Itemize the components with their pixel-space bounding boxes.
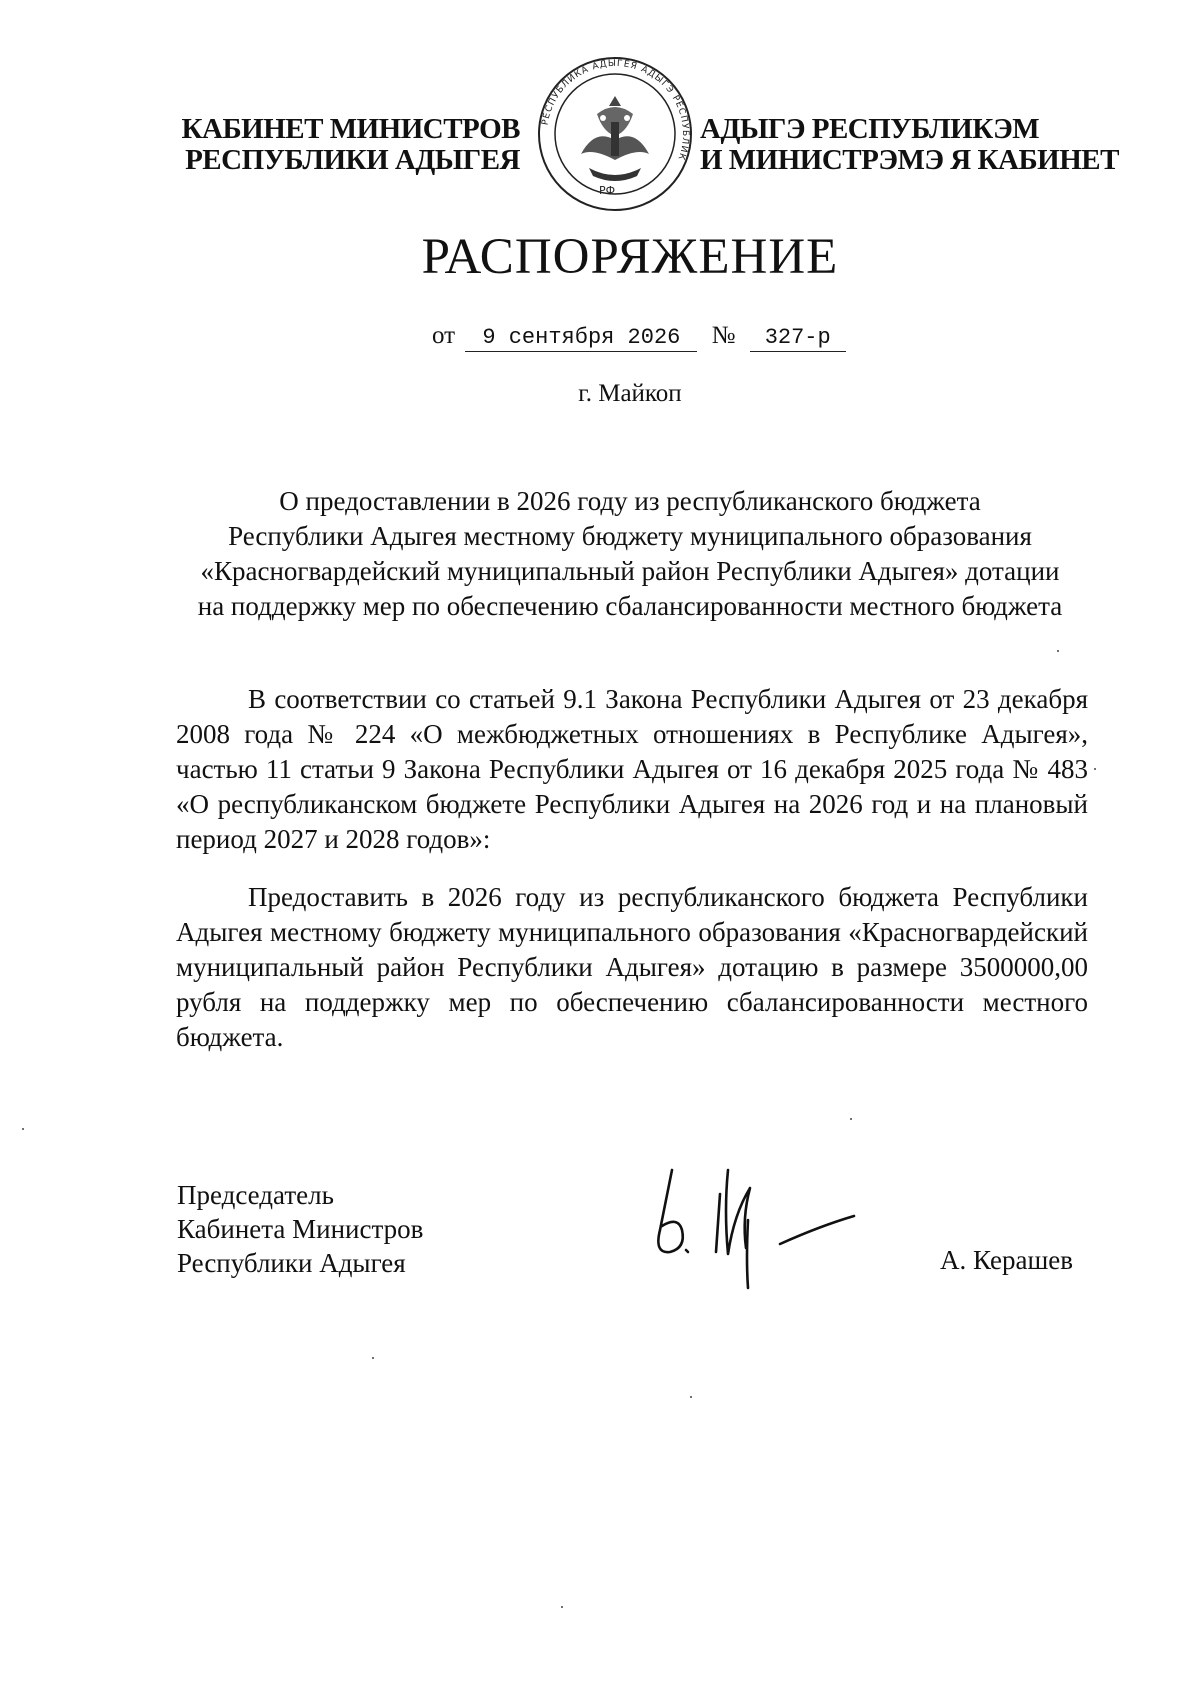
position-line: Кабинета Министров [177, 1214, 424, 1244]
header-right-line1: АДЫГЭ РЕСПУБЛИКЭМ [700, 113, 1040, 145]
document-number: 327-р [750, 325, 846, 352]
document-date: 9 сентября 2026 [465, 325, 697, 352]
signatory-name: А. Керашев [940, 1245, 1073, 1275]
scan-speck [22, 1128, 24, 1130]
subject-line: на поддержку мер по обеспечению сбалансированности местного бюджета [197, 591, 1063, 621]
scan-speck [1094, 768, 1096, 770]
document-city: г. Майкоп [578, 380, 682, 407]
document-type-title: РАСПОРЯЖЕНИЕ [421, 229, 839, 285]
coat-of-arms-icon [537, 56, 693, 212]
scan-speck [372, 1357, 374, 1359]
body-paragraph-2: Предоставить в 2026 году из республиканского бюджета Республики Адыгея местному бюджету муниципального образования «Красногвардейский муниципальный район Республики Адыгея» дотацию в размере 3500000,00 рубля на поддержку мер по обеспечению сбалансированности местного бюджета. [176, 882, 1088, 1052]
header-left [150, 114, 520, 176]
scan-speck [690, 1396, 692, 1398]
header-left-line1: КАБИНЕТ МИНИСТРОВ [181, 113, 520, 145]
emblem-ring-text: РЕСПУБЛИКА АДЫГЕЯ АДЫГЭ РЕСПУБЛИК [540, 58, 691, 162]
scan-speck [1057, 650, 1059, 652]
number-label: № [711, 322, 736, 349]
subject-line: О предоставлении в 2026 году из республиканского бюджета [279, 486, 981, 516]
document-subject [170, 484, 1090, 624]
subject-line: «Красногвардейский муниципальный район Республики Адыгея» дотации [200, 556, 1060, 586]
header-right-line2: И МИНИСТРЭМЭ Я КАБИНЕТ [700, 144, 1119, 176]
scan-speck [850, 1118, 852, 1120]
scan-speck [561, 1606, 563, 1608]
position-line: Председатель [177, 1180, 334, 1210]
handwritten-signature [640, 1150, 870, 1290]
position-line: Республики Адыгея [177, 1248, 406, 1278]
date-label: от [432, 322, 456, 349]
signatory-position [177, 1178, 423, 1280]
header-right [700, 113, 1119, 176]
body-paragraph-1: В соответствии со статьей 9.1 Закона Республики Адыгея от 23 декабря 2008 года № 224 «О межбюджетных отношениях в Республике Адыгея», частью 11 статьи 9 Закона Республики Адыгея от 16 декабря 2025 года № 483 «О республиканском бюджете Республики Адыгея на 2026 год и на плановый период 2027 и 2028 годов»: [176, 684, 1088, 854]
header-left-line2: РЕСПУБЛИКИ АДЫГЕЯ [185, 144, 520, 176]
date-number-line [432, 322, 846, 352]
svg-text:РФ: РФ [599, 184, 616, 197]
subject-line: Республики Адыгея местному бюджету муниципального образования [228, 521, 1032, 551]
